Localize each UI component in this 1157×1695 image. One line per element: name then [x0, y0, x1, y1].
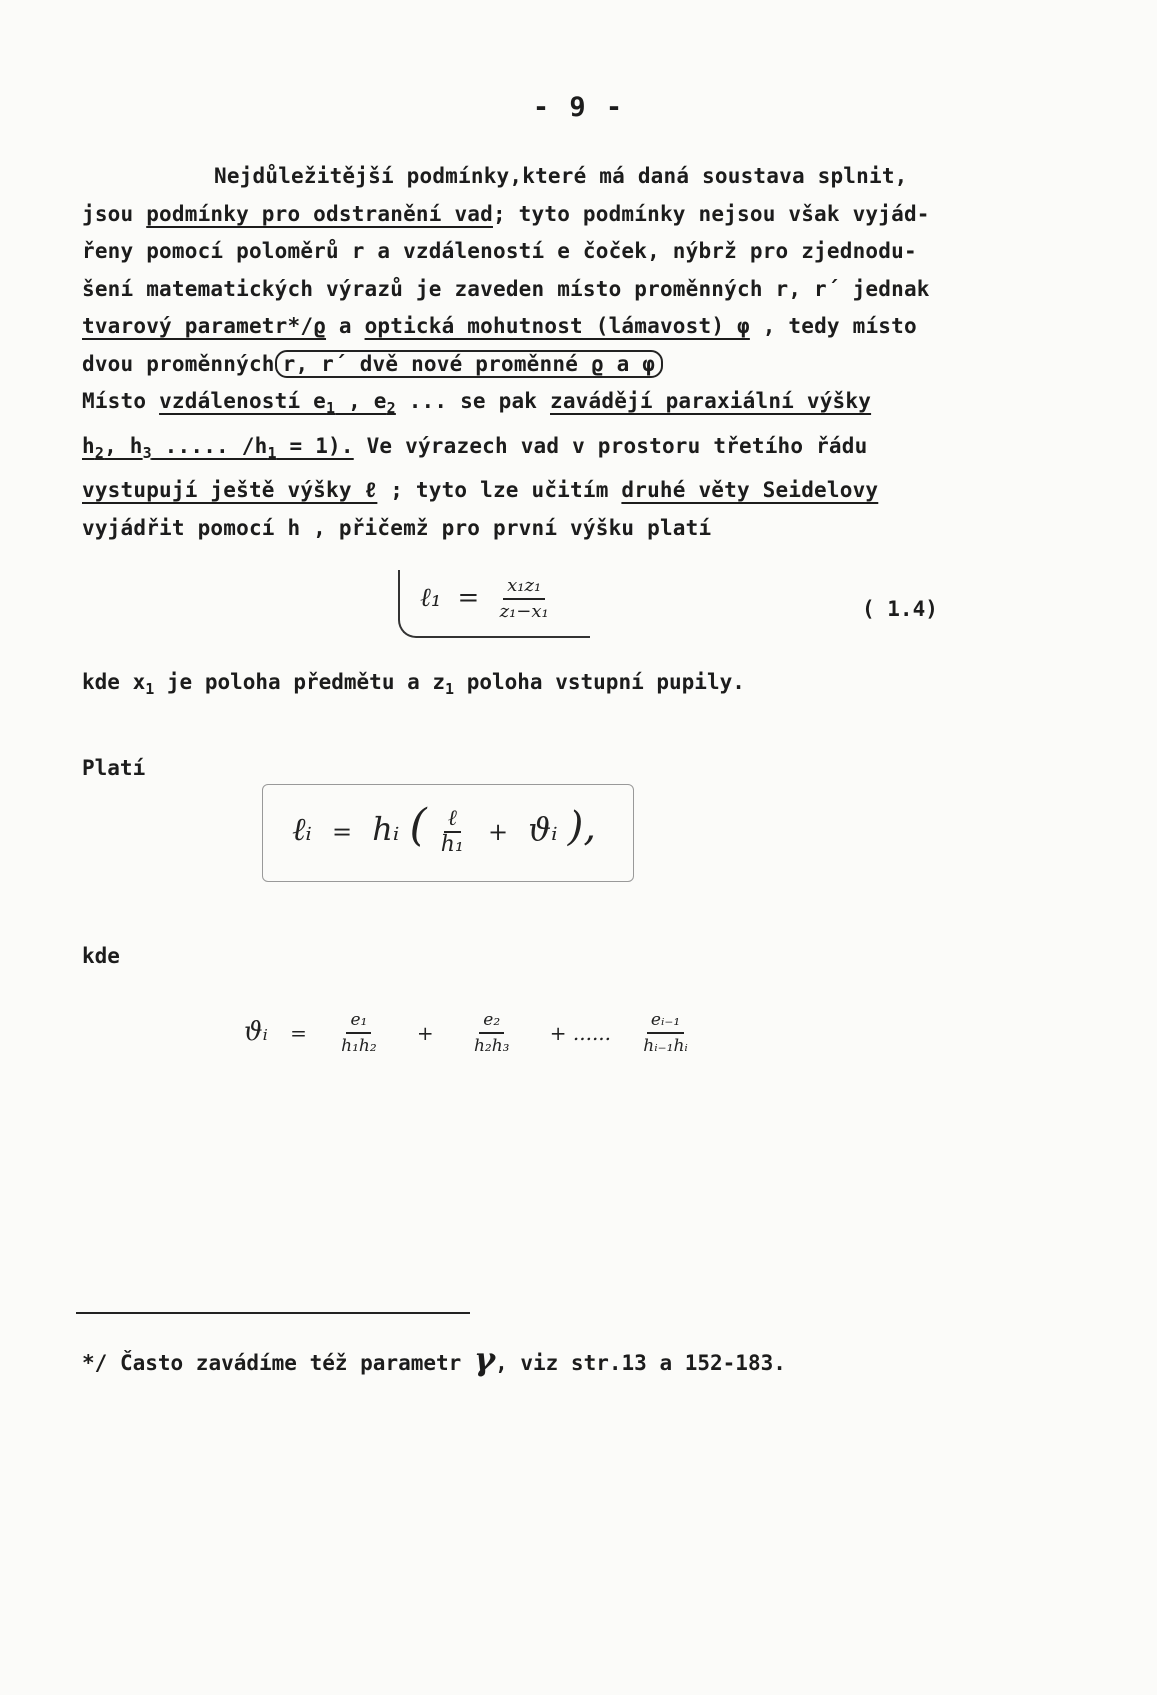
- eq-term: hᵢ: [372, 810, 400, 848]
- text-span: , viz str.13 a 152-183.: [495, 1351, 786, 1375]
- eq-fraction: [470, 1008, 514, 1058]
- eq-paren: ),: [567, 804, 597, 850]
- footnote: [82, 1340, 786, 1378]
- subscript: 3: [142, 443, 152, 462]
- text-span: ..... /h: [151, 433, 268, 458]
- eq-fraction: [496, 574, 553, 624]
- eq-lhs: ℓᵢ: [292, 810, 312, 848]
- text-line: řeny pomocí poloměrů r a vzdáleností e čoček, nýbrž pro zjednodu-: [82, 239, 917, 263]
- where-line: [82, 670, 745, 698]
- underlined-phrase: druhé věty Seidelovy: [621, 478, 879, 503]
- text-span: poloha vstupní pupily.: [454, 670, 745, 694]
- text-line: šení matematických výrazů je zaveden místo proměnných r, r´ jednak: [82, 276, 930, 301]
- text-line: vyjádřit pomocí h , přičemž pro první výšku platí: [82, 515, 712, 540]
- underlined-phrase: tvarový parametr: [82, 314, 288, 338]
- eq-fraction: [337, 1008, 381, 1058]
- equation-3: [244, 1008, 692, 1058]
- text-span: h: [82, 433, 95, 458]
- eq-denominator: h₁: [440, 831, 464, 857]
- underlined-phrase: [159, 389, 396, 418]
- boxed-phrase: r, r´ dvě nové proměnné ϱ a φ: [275, 350, 663, 378]
- text-span: ; tyto podmínky nejsou však vyjád-: [492, 201, 930, 226]
- equation-1-4: [420, 574, 553, 624]
- text-span: Často zavádíme též parametr: [107, 1351, 474, 1375]
- underlined-phrase: zavádějí paraxiální výšky: [550, 389, 872, 413]
- equation-2: [292, 800, 596, 857]
- text-span: kde x: [82, 670, 146, 694]
- plati-label: Platí: [82, 756, 146, 780]
- footnote-mark: */: [82, 1351, 108, 1375]
- eq-sign: =: [457, 583, 480, 613]
- text-span: ; tyto lze učitím: [377, 478, 622, 503]
- text-span: je poloha předmětu a z: [154, 670, 446, 694]
- eq-lhs: ϑᵢ: [244, 1017, 268, 1047]
- eq-plus: +: [416, 1021, 434, 1045]
- eq-term: ϑᵢ: [528, 810, 558, 848]
- eq-plus: +: [487, 818, 509, 846]
- gamma-symbol: γ: [473, 1340, 496, 1378]
- text-line: Nejdůležitější podmínky,které má daná soustava splnit,: [214, 164, 908, 188]
- eq-denominator: h₂h₃: [473, 1036, 510, 1056]
- subscript: 1: [267, 443, 277, 462]
- kde-label: kde: [82, 944, 120, 968]
- underlined-phrase: výšky ℓ: [287, 478, 378, 503]
- subscript: 2: [386, 399, 396, 418]
- page-number: - 9 -: [532, 92, 625, 123]
- eq-denominator: z₁−x₁: [499, 601, 549, 622]
- subscript: 1: [445, 680, 455, 699]
- text-line: [82, 472, 1092, 510]
- equation-number: ( 1.4): [862, 597, 938, 621]
- subscript: 2: [94, 443, 105, 462]
- text-span: vzdáleností e: [159, 389, 327, 413]
- footnote-rule: [76, 1312, 470, 1314]
- text-span: , e: [335, 389, 387, 413]
- text-span: a: [326, 314, 365, 338]
- text-span: = 1).: [276, 433, 354, 458]
- eq-denominator: h₁h₂: [341, 1036, 377, 1056]
- text-span: Ve výrazech vad v prostoru třetího řádu: [353, 433, 868, 458]
- eq-paren: (: [409, 800, 427, 851]
- text-span: ... se pak: [395, 389, 550, 413]
- footnote-mark: */ϱ: [287, 314, 327, 338]
- eq-plus: + ......: [549, 1021, 612, 1045]
- eq-lhs: ℓ₁: [420, 583, 442, 613]
- text-line: [82, 383, 1092, 428]
- underlined-phrase: [82, 433, 354, 462]
- eq-fraction: [437, 807, 468, 857]
- text-span: , h: [104, 433, 143, 458]
- eq-denominator: hᵢ₋₁hᵢ: [643, 1036, 688, 1056]
- text-line: [82, 196, 1092, 234]
- eq-sign: =: [331, 818, 353, 846]
- eq-fraction: [639, 1008, 692, 1058]
- subscript: 1: [326, 399, 336, 418]
- text-line: [82, 428, 1092, 473]
- eq-numerator: e₁: [346, 1008, 371, 1034]
- underlined-phrase: vystupují ještě: [82, 478, 288, 503]
- main-paragraph: [82, 158, 1092, 547]
- eq-numerator: eᵢ₋₁: [647, 1008, 684, 1034]
- text-span: , tedy místo: [749, 314, 917, 338]
- underlined-phrase: optická mohutnost (lámavost) φ: [364, 314, 750, 338]
- eq-numerator: x₁z₁: [503, 574, 545, 600]
- text-span: Místo: [82, 389, 160, 413]
- text-line: [82, 308, 1092, 346]
- text-span: jsou: [82, 201, 147, 226]
- eq-numerator: e₂: [479, 1008, 504, 1034]
- eq-numerator: ℓ: [444, 807, 461, 833]
- eq-sign: =: [290, 1021, 307, 1045]
- subscript: 1: [145, 680, 155, 699]
- text-span: dvou proměnných: [82, 351, 275, 376]
- text-line: [82, 346, 1092, 384]
- underlined-phrase: podmínky pro odstranění vad: [146, 201, 493, 226]
